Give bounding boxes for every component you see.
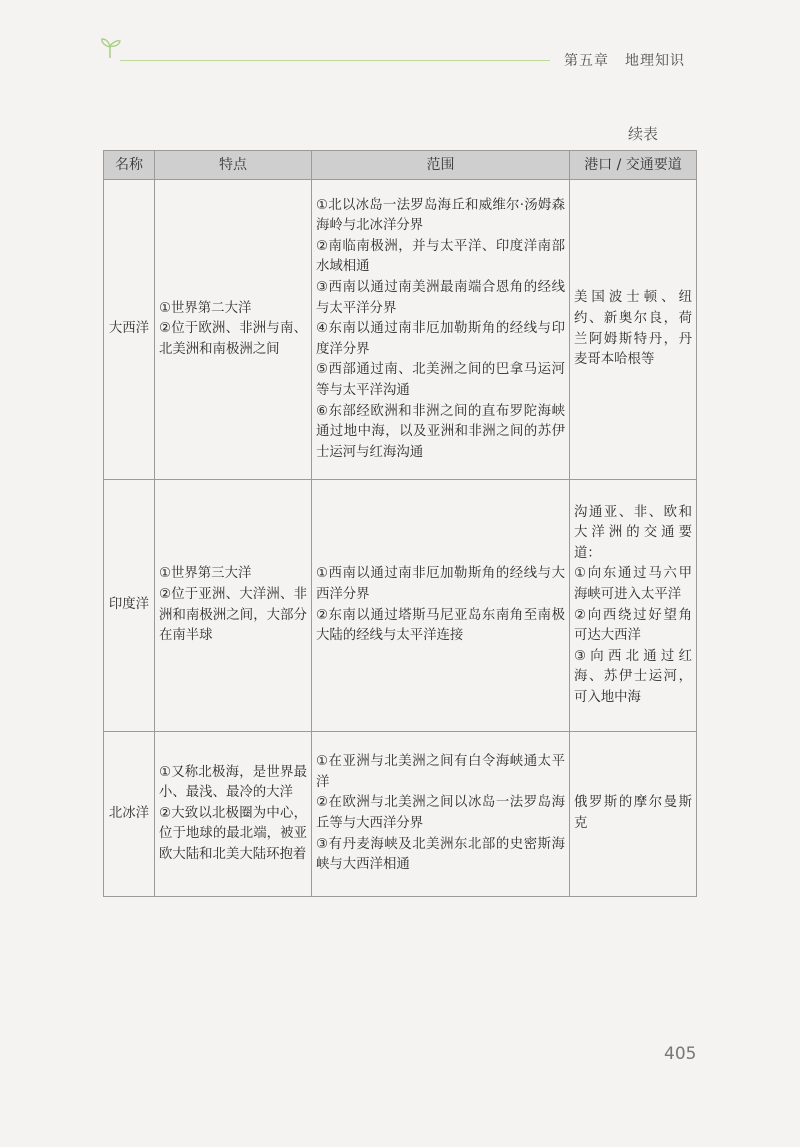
range-item: ①北以冰岛一法罗岛海丘和威维尔·汤姆森海岭与北冰洋分界 — [316, 197, 565, 234]
range-item: ②在欧洲与北美洲之间以冰岛一法罗岛海丘等与大西洋分界 — [316, 795, 565, 831]
ocean-table — [103, 150, 697, 897]
features-cell — [155, 480, 312, 732]
column-header: 港口 / 交通要道 — [570, 151, 697, 180]
port-item: ②向西绕过好望角可达大西洋 — [574, 607, 692, 644]
ocean-name: 印度洋 — [104, 480, 155, 732]
range-item: ②东南以通过塔斯马尼亚岛东南角至南极大陆的经线与太平洋连接 — [316, 607, 565, 644]
table-header-row — [104, 151, 697, 180]
ports-cell — [570, 732, 697, 897]
sprout-icon — [96, 36, 128, 60]
ocean-name: 北冰洋 — [104, 732, 155, 897]
header-divider — [120, 60, 550, 61]
range-item: ①在亚洲与北美洲之间有白令海峡通太平洋 — [316, 754, 565, 790]
range-item: ⑤西部通过南、北美洲之间的巴拿马运河等与太平洋沟通 — [316, 362, 565, 398]
port-item: ①向东通过马六甲海峡可进入太平洋 — [574, 566, 692, 602]
feature-item: ②位于欧洲、非洲与南、北美洲和南极洲之间 — [159, 321, 307, 357]
section-label: 地理知识 — [625, 53, 685, 69]
range-item: ②南临南极洲，并与太平洋、印度洋南部水域相通 — [316, 238, 565, 275]
chapter-title — [564, 50, 685, 70]
port-item: 美国波士顿、纽约、新奥尔良，荷兰阿姆斯特丹，丹麦哥本哈根等 — [574, 290, 692, 368]
features-cell — [155, 732, 312, 897]
range-item: ④东南以通过南非厄加勒斯角的经线与印度洋分界 — [316, 321, 565, 357]
ocean-name: 大西洋 — [104, 180, 155, 480]
feature-item: ①世界第三大洋 — [159, 566, 252, 582]
column-header: 名称 — [104, 151, 155, 180]
table-row — [104, 180, 697, 480]
table-row — [104, 480, 697, 732]
range-cell — [312, 180, 570, 480]
table-row — [104, 732, 697, 897]
continued-label: 续表 — [628, 125, 659, 143]
port-item: ③向西北通过红海、苏伊士运河，可入地中海 — [574, 648, 692, 705]
range-item: ①西南以通过南非厄加勒斯角的经线与大西洋分界 — [316, 566, 565, 602]
ports-cell — [570, 480, 697, 732]
ports-cell — [570, 180, 697, 480]
range-cell — [312, 480, 570, 732]
feature-item: ②大致以北极圈为中心，位于地球的最北端，被亚欧大陆和北美大陆环抱着 — [159, 805, 307, 862]
chapter-label: 第五章 — [564, 53, 609, 69]
range-item: ③有丹麦海峡及北美洲东北部的史密斯海峡与大西洋相通 — [316, 836, 565, 873]
feature-item: ①世界第二大洋 — [159, 300, 252, 316]
column-header: 范围 — [312, 151, 570, 180]
feature-item: ②位于亚洲、大洋洲、非洲和南极洲之间，大部分在南半球 — [159, 586, 307, 644]
port-item: 沟通亚、非、欧和大洋洲的交通要道： — [574, 504, 692, 561]
range-item: ③西南以通过南美洲最南端合恩角的经线与太平洋分界 — [316, 280, 565, 316]
port-item: 俄罗斯的摩尔曼斯克 — [574, 795, 692, 831]
feature-item: ①又称北极海，是世界最小、最浅、最冷的大洋 — [159, 764, 307, 801]
page-number: 405 — [664, 1044, 697, 1064]
features-cell — [155, 180, 312, 480]
range-item: ⑥东部经欧洲和非洲之间的直布罗陀海峡通过地中海，以及亚洲和非洲之间的苏伊士运河与红海沟通 — [316, 403, 565, 460]
column-header: 特点 — [155, 151, 312, 180]
range-cell — [312, 732, 570, 897]
page-header — [0, 30, 800, 70]
